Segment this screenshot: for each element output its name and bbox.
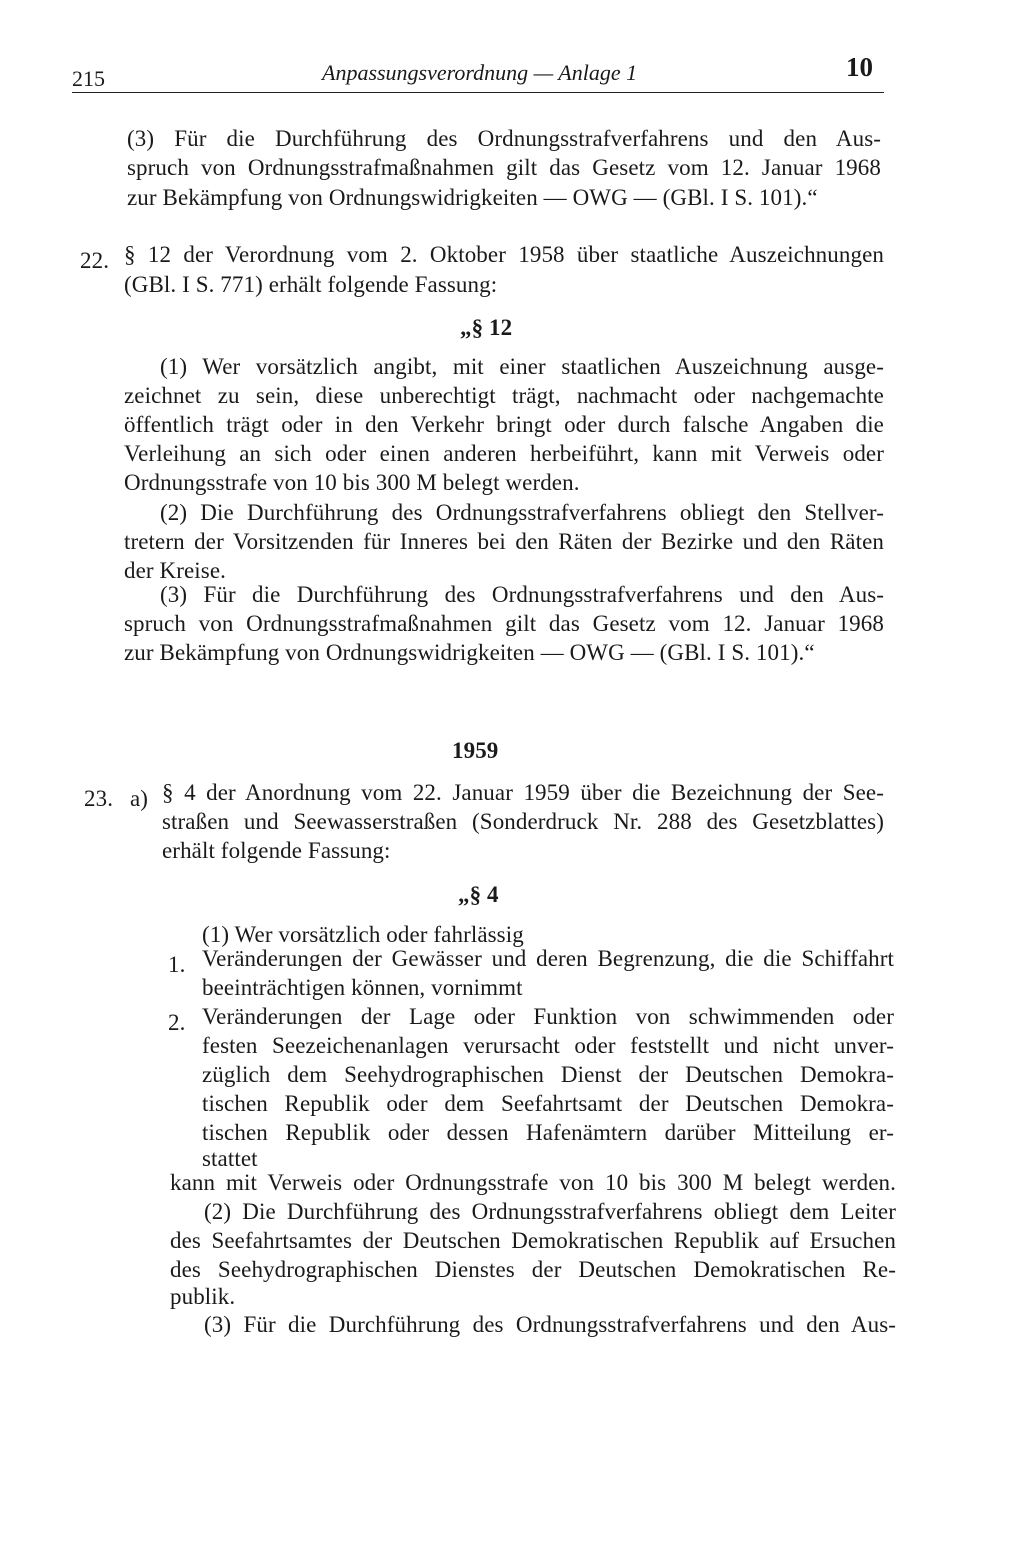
- year-heading: 1959: [452, 738, 499, 763]
- text-line: öffentlich trägt oder in den Verkehr bringt oder durch falsche Angaben die: [124, 412, 884, 437]
- list-number: 1.: [168, 952, 186, 977]
- text-line: (3) Für die Durchführung des Ordnungsstrafverfahrens und den Aus-: [160, 582, 884, 607]
- text-line: Ordnungsstrafe von 10 bis 300 M belegt werden.: [124, 470, 580, 495]
- text-line: Veränderungen der Gewässer und deren Begrenzung, die die Schiffahrt: [202, 946, 894, 971]
- text-line: § 12 der Verordnung vom 2. Oktober 1958 über staatliche Auszeichnungen: [124, 242, 884, 267]
- text-line: (2) Die Durchführung des Ordnungsstrafverfahrens obliegt den Stellver-: [160, 500, 884, 525]
- text-line: § 4 der Anordnung vom 22. Januar 1959 über die Bezeichnung der See-: [162, 780, 884, 805]
- item-number: 23.: [84, 786, 114, 811]
- list-number: 2.: [168, 1010, 186, 1035]
- text-line: publik.: [170, 1284, 236, 1309]
- text-line: Veränderungen der Lage oder Funktion von schwimmenden oder: [202, 1004, 894, 1029]
- text-line: Verleihung an sich oder einen anderen herbeiführt, kann mit Verweis oder: [124, 441, 884, 466]
- text-line: tischen Republik oder dessen Hafenämtern darüber Mitteilung er-: [202, 1120, 894, 1145]
- text-line: (3) Für die Durchführung des Ordnungsstrafverfahrens und den Aus-: [127, 126, 881, 151]
- sub-item-label: a): [130, 786, 149, 811]
- text-line: (1) Wer vorsätzlich angibt, mit einer staatlichen Auszeichnung ausge-: [160, 354, 884, 379]
- text-line: zur Bekämpfung von Ordnungswidrigkeiten — OWG — (GBl. I S. 101).“: [127, 185, 818, 210]
- text-line: (GBl. I S. 771) erhält folgende Fassung:: [124, 272, 498, 297]
- text-line: kann mit Verweis oder Ordnungsstrafe von 10 bis 300 M belegt werden.: [170, 1170, 896, 1195]
- text-line: tischen Republik oder dem Seefahrtsamt der Deutschen Demokra-: [202, 1091, 894, 1116]
- text-line: spruch von Ordnungsstrafmaßnahmen gilt das Gesetz vom 12. Januar 1968: [127, 155, 881, 180]
- text-line: festen Seezeichenanlagen verursacht oder feststellt und nicht unver-: [202, 1033, 894, 1058]
- text-line: des Seefahrtsamtes der Deutschen Demokratischen Republik auf Ersuchen: [170, 1228, 896, 1253]
- text-line: stattet: [202, 1146, 258, 1171]
- text-line: des Seehydrographischen Dienstes der Deutschen Demokratischen Re-: [170, 1257, 896, 1282]
- text-line: erhält folgende Fassung:: [162, 838, 391, 863]
- paragraph-heading: „§ 4: [458, 882, 499, 907]
- text-line: (1) Wer vorsätzlich oder fahrlässig: [202, 922, 524, 947]
- page-number: 215: [72, 66, 105, 91]
- text-line: (3) Für die Durchführung des Ordnungsstrafverfahrens und den Aus-: [204, 1312, 896, 1337]
- text-line: (2) Die Durchführung des Ordnungsstrafverfahrens obliegt dem Leiter: [204, 1199, 896, 1224]
- text-line: straßen und Seewasserstraßen (Sonderdruck Nr. 288 des Gesetzblattes): [162, 809, 884, 834]
- text-line: zur Bekämpfung von Ordnungswidrigkeiten — OWG — (GBl. I S. 101).“: [124, 640, 815, 665]
- text-line: beeinträchtigen können, vornimmt: [202, 975, 523, 1000]
- paragraph-heading: „§ 12: [460, 315, 513, 340]
- text-line: spruch von Ordnungsstrafmaßnahmen gilt das Gesetz vom 12. Januar 1968: [124, 611, 884, 636]
- item-number: 22.: [80, 248, 110, 273]
- section-number: 10: [846, 52, 873, 82]
- running-title: Anpassungsverordnung — Anlage 1: [322, 60, 638, 85]
- text-line: züglich dem Seehydrographischen Dienst der Deutschen Demokra-: [202, 1062, 894, 1087]
- text-line: zeichnet zu sein, diese unberechtigt trägt, nachmacht oder nachgemachte: [124, 383, 884, 408]
- text-line: tretern der Vorsitzenden für Inneres bei den Räten der Bezirke und den Räten: [124, 529, 884, 554]
- header-rule: [72, 92, 884, 93]
- text-line: der Kreise.: [124, 558, 226, 583]
